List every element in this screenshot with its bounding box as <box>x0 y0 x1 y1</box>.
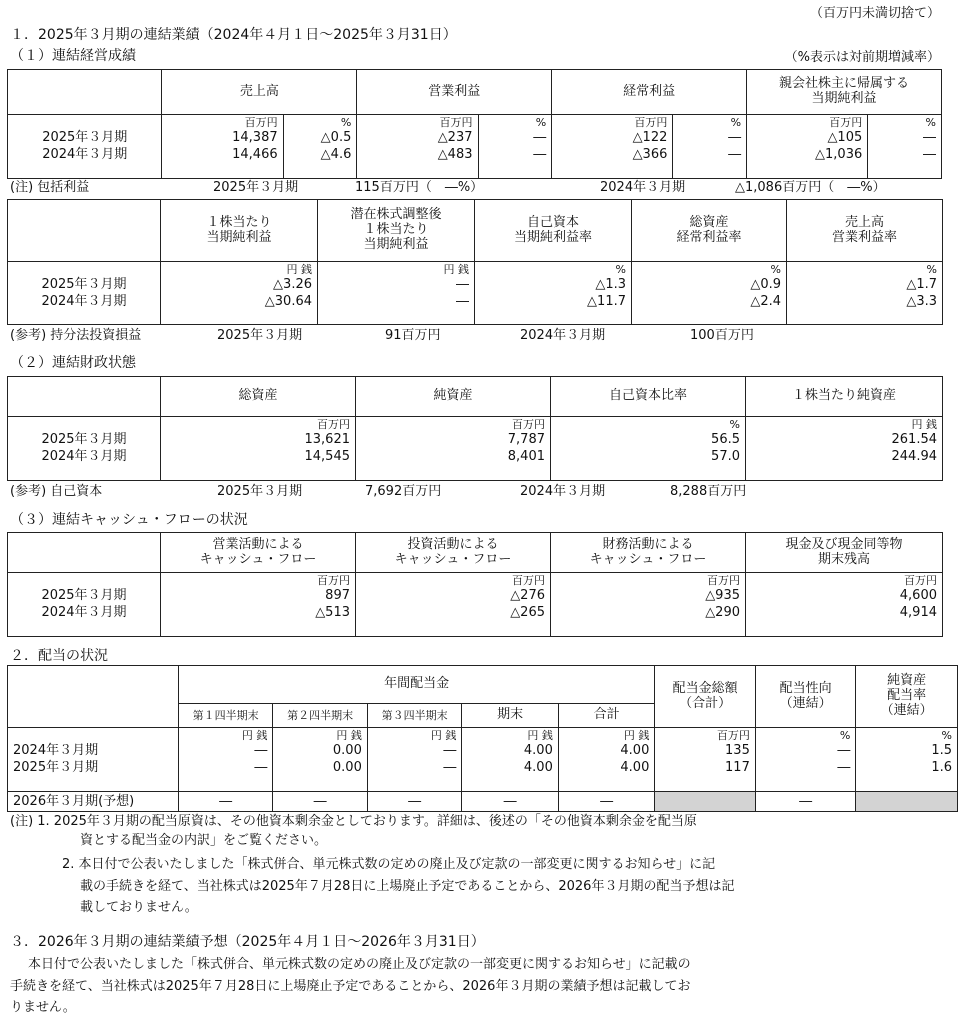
header-year-end: 期末 <box>462 704 559 728</box>
cell-forecast-q3: ― <box>367 792 461 812</box>
header-net-income: 親会社株主に帰属する 当期純利益 <box>747 70 942 115</box>
dividend-note-1b: 資とする配当金の内訳」をご覧ください。 <box>80 833 328 848</box>
cell-net-assets: 百万円 7,787 8,401 <box>356 417 551 481</box>
forecast-body-3: りません。 <box>10 1000 76 1015</box>
header-ordinary-income: 経常利益 <box>552 70 747 115</box>
header-cash-ending: 現金及び現金同等物 期末残高 <box>746 533 943 573</box>
header-payout-ratio: 配当性向 （連結） <box>755 666 856 728</box>
cell-roa: % △0.9 △2.4 <box>632 262 787 325</box>
row-label: 2024年３月期 <box>42 147 128 162</box>
cell-op-pct: % ― ― <box>478 115 552 179</box>
cell-net: 百万円 △105 △1,036 <box>747 115 868 179</box>
row-labels <box>8 115 162 179</box>
header-equity-ratio: 自己資本比率 <box>551 377 746 417</box>
cell-forecast-total-dividend <box>655 792 756 812</box>
cell-forecast-doe <box>856 792 958 812</box>
cell-cash-ending: 百万円 4,600 4,914 <box>746 573 943 637</box>
row-label: 2025年３月期 <box>42 130 128 145</box>
self-capital-note: (参考) 自己資本 2025年３月期 7,692百万円 2024年３月期 8,288百万円 <box>10 484 747 499</box>
corner-cell <box>8 200 161 262</box>
header-financing-cf: 財務活動による キャッシュ・フロー <box>551 533 746 573</box>
row-labels: 2024年３月期 2025年３月期 <box>8 728 179 792</box>
header-operating-cf: 営業活動による キャッシュ・フロー <box>161 533 356 573</box>
comprehensive-income-note: (注) 包括利益 2025年３月期 115百万円（ ―%） 2024年３月期 △1,086百万円（ ―%） <box>10 180 886 195</box>
cell-margin: % △1.7 △3.3 <box>787 262 943 325</box>
cell-sales: 百万円 14,387 14,466 <box>162 115 283 179</box>
cash-flow-table <box>7 532 943 637</box>
cell-sales-pct: % △0.5 △4.6 <box>283 115 357 179</box>
financial-position-table <box>7 376 943 481</box>
header-roe: 自己資本 当期純利益率 <box>475 200 632 262</box>
dividend-note-2a: 2. 本日付で公表いたしました「株式併合、単元株式数の定めの廃止及び定款の一部変更に関するお知らせ」に記 <box>62 857 716 872</box>
header-bps: １株当たり純資産 <box>746 377 943 417</box>
dividend-note-1a: (注) 1. 2025年３月期の配当原資は、その他資本剰余金としております。詳細は、後述の「その他資本剰余金を配当原 <box>10 814 697 829</box>
cell-equity-ratio: % 56.5 57.0 <box>551 417 746 481</box>
row-label-forecast: 2026年３月期(予想) <box>8 792 179 812</box>
cell-diluted-eps: 円 銭 ― ― <box>318 262 475 325</box>
corner-cell <box>8 533 161 573</box>
cell-year-end: 円 銭 4.00 4.00 <box>462 728 559 792</box>
header-net-assets: 純資産 <box>356 377 551 417</box>
header-total-dividend: 配当金総額 （合計） <box>655 666 756 728</box>
percent-note: （%表示は対前期増減率） <box>784 50 940 65</box>
header-q2: 第２四半期末 <box>273 704 367 728</box>
row-labels: 2025年３月期 2024年３月期 <box>8 417 161 481</box>
cell-op: 百万円 △237 △483 <box>357 115 478 179</box>
dividend-table <box>7 665 958 812</box>
header-total-assets: 総資産 <box>161 377 356 417</box>
cell-total: 円 銭 4.00 4.00 <box>558 728 655 792</box>
cell-total-assets: 百万円 13,621 14,545 <box>161 417 356 481</box>
cell-forecast-payout: ― <box>755 792 856 812</box>
equity-method-note: (参考) 持分法投資損益 2025年３月期 91百万円 2024年３月期 100百万円 <box>10 328 754 343</box>
dividend-note-2b: 載の手続きを経て、当社株式は2025年７月28日に上場廃止予定であることから、2026年３月期の配当予想は記 <box>80 879 735 894</box>
cell-q3: 円 銭 ― ― <box>367 728 461 792</box>
header-q1: 第１四半期末 <box>178 704 272 728</box>
section1-title: １．2025年３月期の連結業績（2024年４月１日～2025年３月31日） <box>10 27 457 43</box>
cell-q1: 円 銭 ― ― <box>178 728 272 792</box>
row-labels: 2025年３月期 2024年３月期 <box>8 262 161 325</box>
header-sales: 売上高 <box>162 70 357 115</box>
forecast-body-1: 本日付で公表いたしました「株式併合、単元株式数の定めの廃止及び定款の一部変更に関するお知らせ」に記載の <box>28 957 691 972</box>
dividend-note-2c: 載しておりません。 <box>80 900 198 915</box>
cell-bps: 円 銭 261.54 244.94 <box>746 417 943 481</box>
header-q3: 第３四半期末 <box>367 704 461 728</box>
header-total: 合計 <box>558 704 655 728</box>
subsection3-title: （３）連結キャッシュ・フローの状況 <box>10 512 248 528</box>
row-labels: 2025年３月期 2024年３月期 <box>8 573 161 637</box>
header-investing-cf: 投資活動による キャッシュ・フロー <box>356 533 551 573</box>
cell-net-pct: % ― ― <box>868 115 942 179</box>
corner-cell <box>8 70 162 115</box>
cell-operating-cf: 百万円 897 △513 <box>161 573 356 637</box>
header-annual-dividend: 年間配当金 <box>178 666 654 704</box>
cell-financing-cf: 百万円 △935 △290 <box>551 573 746 637</box>
header-operating-income: 営業利益 <box>357 70 552 115</box>
cell-forecast-q1: ― <box>178 792 272 812</box>
cell-forecast-total: ― <box>558 792 655 812</box>
header-doe: 純資産 配当率 （連結） <box>856 666 958 728</box>
header-eps: １株当たり 当期純利益 <box>161 200 318 262</box>
corner-cell <box>8 666 179 728</box>
cell-payout: % ― ― <box>755 728 856 792</box>
section3-title: ３．2026年３月期の連結業績予想（2025年４月１日～2026年３月31日） <box>10 934 485 950</box>
per-share-table <box>7 199 943 325</box>
cell-investing-cf: 百万円 △276 △265 <box>356 573 551 637</box>
cell-ord-pct: % ― ― <box>673 115 747 179</box>
cell-forecast-year-end: ― <box>462 792 559 812</box>
cell-doe: % 1.5 1.6 <box>856 728 958 792</box>
cell-ord: 百万円 △122 △366 <box>552 115 673 179</box>
cell-eps: 円 銭 △3.26 △30.64 <box>161 262 318 325</box>
subsection2-title: （２）連結財政状態 <box>10 355 136 371</box>
section2-title: ２．配当の状況 <box>10 648 108 664</box>
operating-results-table <box>7 69 942 179</box>
cell-total-dividend: 百万円 135 117 <box>655 728 756 792</box>
corner-cell <box>8 377 161 417</box>
subsection1-title: （１）連結経営成績 <box>10 48 136 64</box>
cell-forecast-q2: ― <box>273 792 367 812</box>
header-diluted-eps: 潜在株式調整後 １株当たり 当期純利益 <box>318 200 475 262</box>
cell-q2: 円 銭 0.00 0.00 <box>273 728 367 792</box>
forecast-body-2: 手続きを経て、当社株式は2025年７月28日に上場廃止予定であることから、2026年３月期の業績予想は記載してお <box>10 979 691 994</box>
cell-roe: % △1.3 △11.7 <box>475 262 632 325</box>
header-roa: 総資産 経常利益率 <box>632 200 787 262</box>
unit-note: （百万円未満切捨て） <box>809 6 940 21</box>
header-margin: 売上高 営業利益率 <box>787 200 943 262</box>
